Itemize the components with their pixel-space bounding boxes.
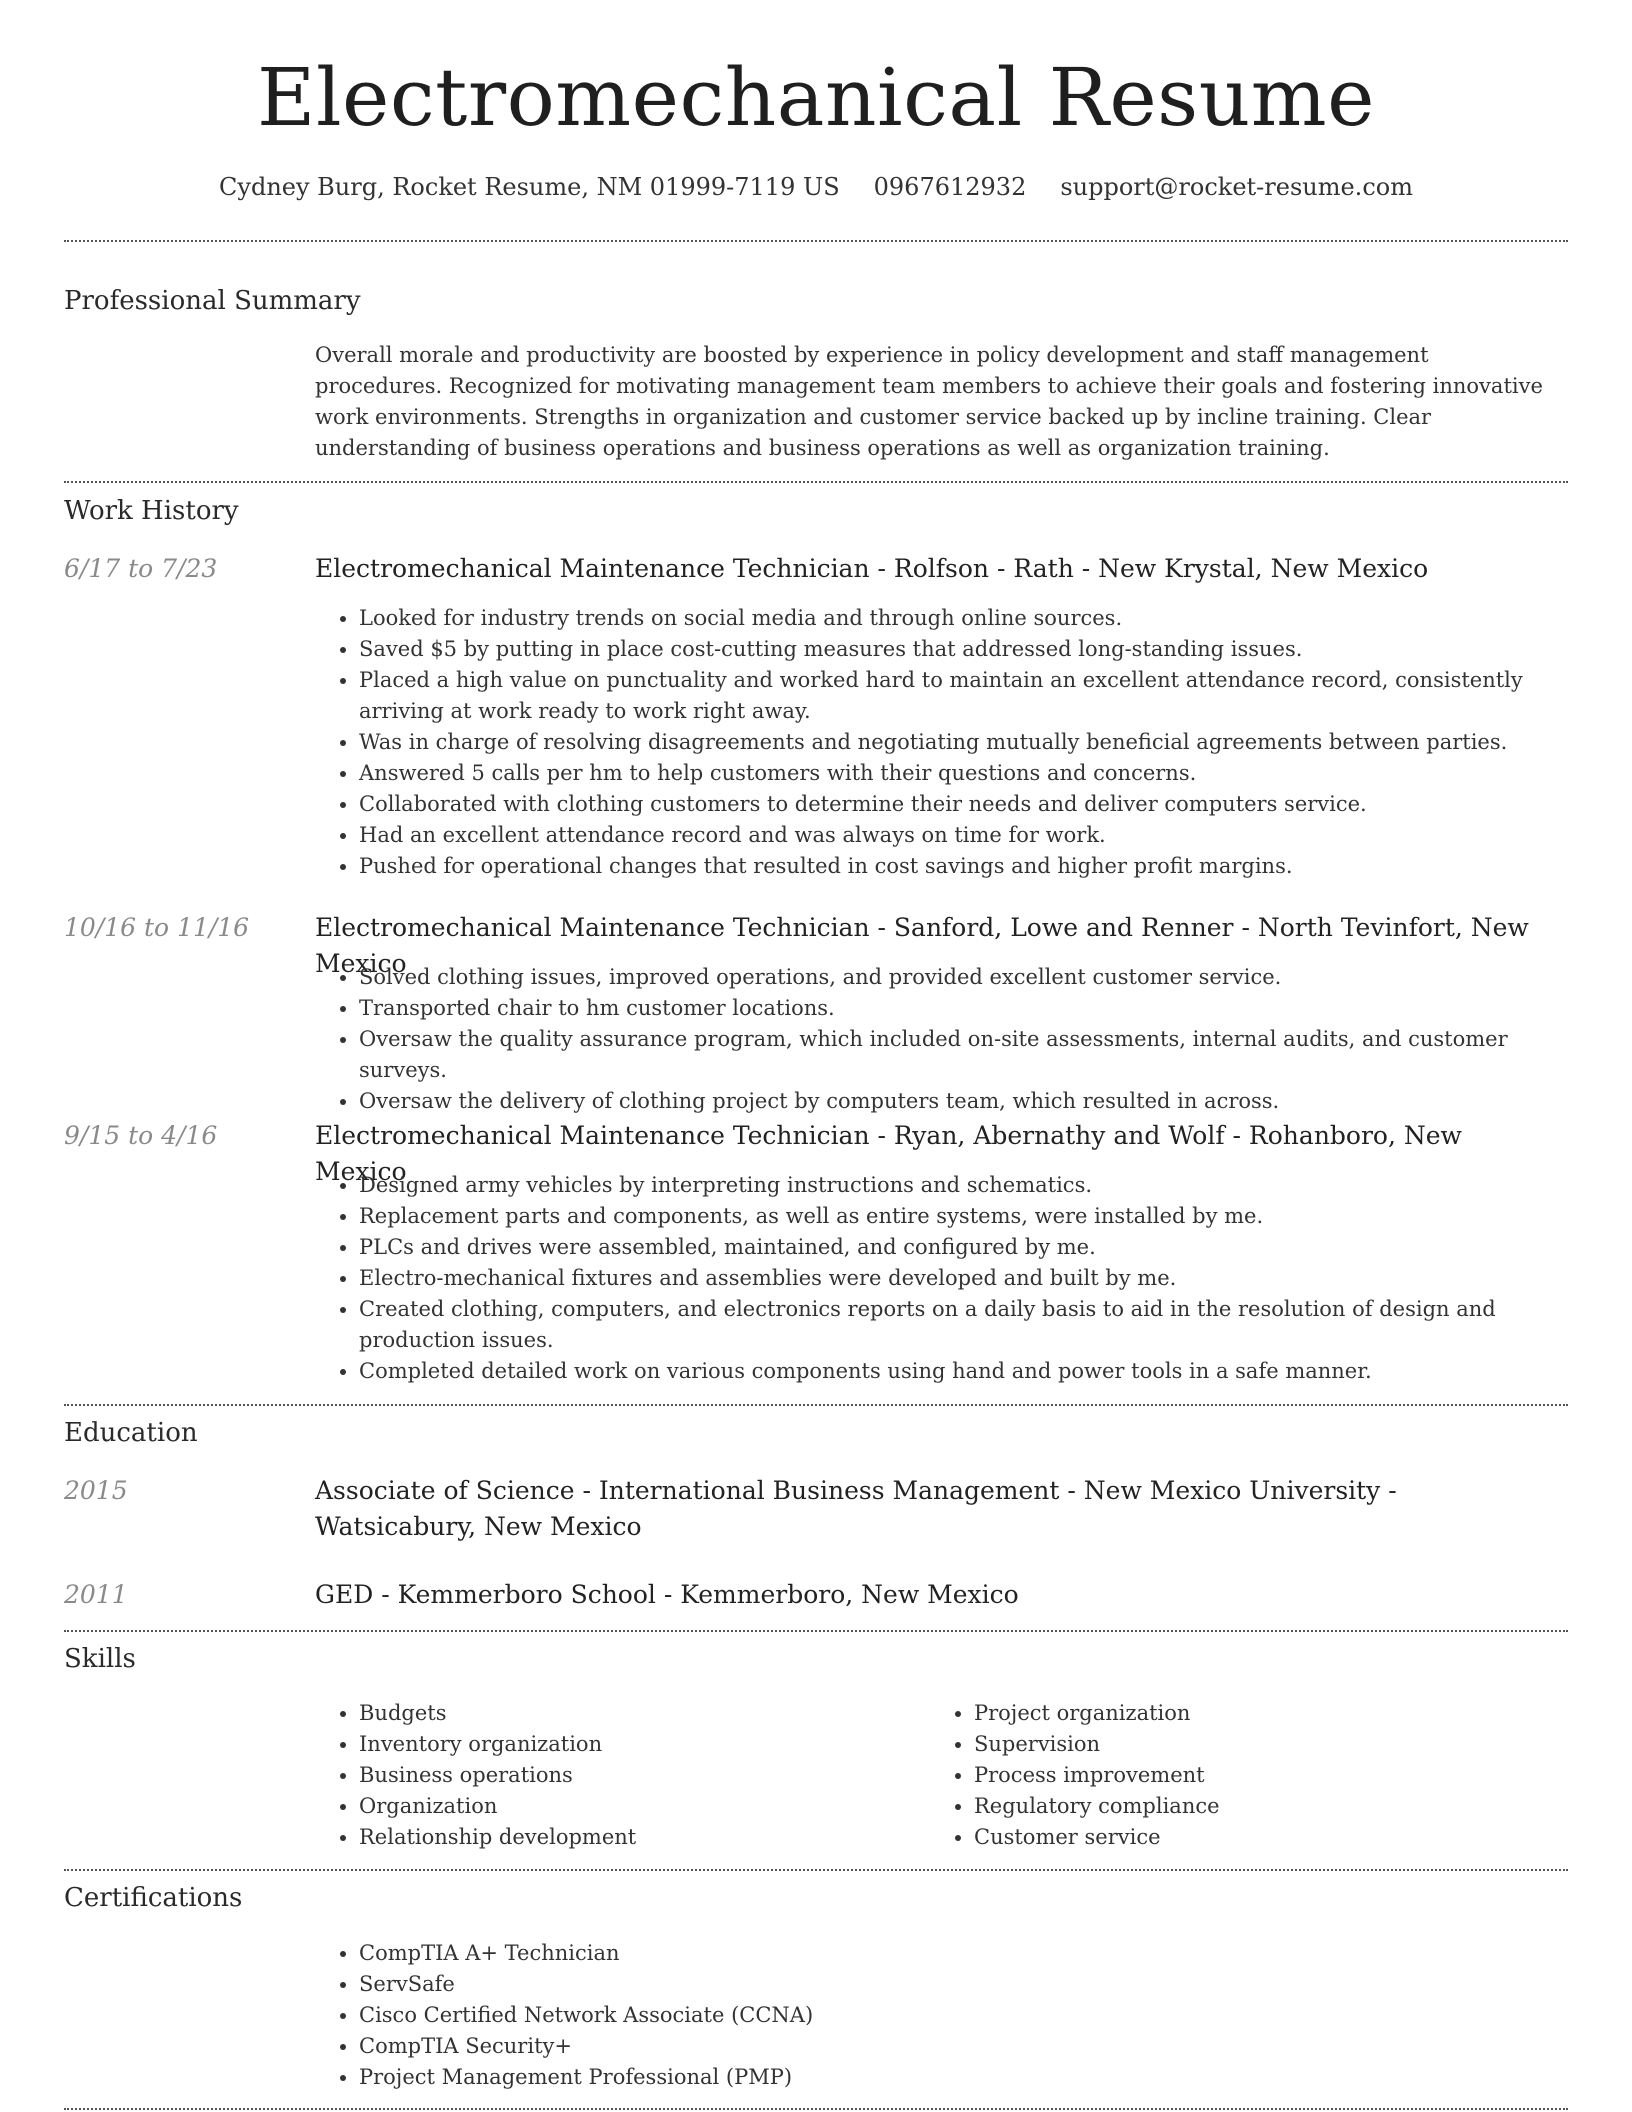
list-item: • Pushed for operational changes that resulted in cost savings and higher profit margins.	[359, 851, 1560, 882]
contact-address: Cydney Burg, Rocket Resume, NM 01999-7119 US	[219, 173, 840, 201]
list-item: • Project Management Professional (PMP)	[359, 2062, 1560, 2093]
job-dates: 10/16 to 11/16	[64, 913, 250, 942]
list-item: • CompTIA A+ Technician	[359, 1938, 1560, 1969]
list-item: • Replacement parts and components, as well as entire systems, were installed by me.	[359, 1201, 1560, 1232]
section-divider	[64, 2108, 1568, 2110]
section-divider	[64, 1869, 1568, 1871]
section-divider	[64, 1630, 1568, 1632]
list-item: • Supervision	[974, 1729, 1530, 1760]
list-item: • Project organization	[974, 1698, 1530, 1729]
list-item: • Transported chair to hm customer locations.	[359, 993, 1560, 1024]
list-item: • Solved clothing issues, improved operations, and provided excellent customer service.	[359, 962, 1560, 993]
education-heading: Education	[64, 1418, 198, 1448]
job-bullets	[315, 1170, 1560, 1387]
job-title: Electromechanical Maintenance Technician - Sanford, Lowe and Renner - North Tevinfort, New Mexico	[315, 913, 1529, 978]
job-dates: 6/17 to 7/23	[64, 554, 218, 583]
list-item: • Looked for industry trends on social media and through online sources.	[359, 603, 1560, 634]
certifications-heading: Certifications	[64, 1883, 243, 1913]
skills-list-left	[315, 1698, 915, 1853]
list-item: • Budgets	[359, 1698, 915, 1729]
job-dates: 9/15 to 4/16	[64, 1121, 218, 1150]
list-item: • ServSafe	[359, 1969, 1560, 2000]
list-item: • Regulatory compliance	[974, 1791, 1530, 1822]
list-item: • Was in charge of resolving disagreements and negotiating mutually beneficial agreements between parties.	[359, 727, 1560, 758]
list-item: • Answered 5 calls per hm to help customers with their questions and concerns.	[359, 758, 1560, 789]
skills-list-right	[930, 1698, 1530, 1853]
skills-heading: Skills	[64, 1644, 136, 1674]
list-item: • Customer service	[974, 1822, 1530, 1853]
section-divider	[64, 240, 1568, 242]
list-item: • Electro-mechanical fixtures and assemblies were developed and built by me.	[359, 1263, 1560, 1294]
list-item: • Oversaw the quality assurance program, which included on-site assessments, internal audits, and customer surveys.	[359, 1024, 1560, 1086]
summary-text: Overall morale and productivity are boosted by experience in policy development and staff management procedures. Recognized for motivating management team members to achieve their goals and fostering innovative work environments. Strengths in organization and customer service backed up by incline training. Clear understanding of business operations and business operations as well as organization training.	[315, 343, 1543, 460]
list-item: • Designed army vehicles by interpreting instructions and schematics.	[359, 1170, 1560, 1201]
job-bullets	[315, 603, 1560, 882]
contact-email: support@rocket-resume.com	[1060, 173, 1413, 201]
list-item: • Business operations	[359, 1760, 915, 1791]
list-item: • Organization	[359, 1791, 915, 1822]
job-bullets	[315, 962, 1560, 1117]
section-divider	[64, 481, 1568, 483]
list-item: • PLCs and drives were assembled, maintained, and configured by me.	[359, 1232, 1560, 1263]
certifications-list	[315, 1938, 1560, 2093]
summary-heading: Professional Summary	[64, 286, 361, 316]
section-divider	[64, 1404, 1568, 1406]
education-entry: GED - Kemmerboro School - Kemmerboro, New Mexico	[315, 1580, 1019, 1609]
work-history-heading: Work History	[64, 496, 239, 526]
list-item: • Created clothing, computers, and electronics reports on a daily basis to aid in the resolution of design and production issues.	[359, 1294, 1560, 1356]
contact-phone: 0967612932	[873, 173, 1027, 201]
list-item: • Saved $5 by putting in place cost-cutting measures that addressed long-standing issues.	[359, 634, 1560, 665]
list-item: • Collaborated with clothing customers to determine their needs and deliver computers service.	[359, 789, 1560, 820]
list-item: • Relationship development	[359, 1822, 915, 1853]
list-item: • Completed detailed work on various components using hand and power tools in a safe manner.	[359, 1356, 1560, 1387]
resume-title: Electromechanical Resume	[257, 51, 1375, 144]
education-year: 2015	[64, 1476, 128, 1505]
list-item: • Inventory organization	[359, 1729, 915, 1760]
education-entry: Associate of Science - International Business Management - New Mexico University - Watsicabury, New Mexico	[315, 1476, 1397, 1541]
contact-line	[0, 170, 1632, 204]
education-year: 2011	[64, 1580, 128, 1609]
list-item: • Had an excellent attendance record and was always on time for work.	[359, 820, 1560, 851]
list-item: • Placed a high value on punctuality and worked hard to maintain an excellent attendance record, consistently arriving at work ready to work right away.	[359, 665, 1560, 727]
list-item: • Process improvement	[974, 1760, 1530, 1791]
job-title: Electromechanical Maintenance Technician - Rolfson - Rath - New Krystal, New Mexico	[315, 554, 1429, 583]
list-item: • Oversaw the delivery of clothing project by computers team, which resulted in across.	[359, 1086, 1560, 1117]
list-item: • CompTIA Security+	[359, 2031, 1560, 2062]
list-item: • Cisco Certified Network Associate (CCNA)	[359, 2000, 1560, 2031]
job-title: Electromechanical Maintenance Technician - Ryan, Abernathy and Wolf - Rohanboro, New Mexico	[315, 1121, 1462, 1186]
